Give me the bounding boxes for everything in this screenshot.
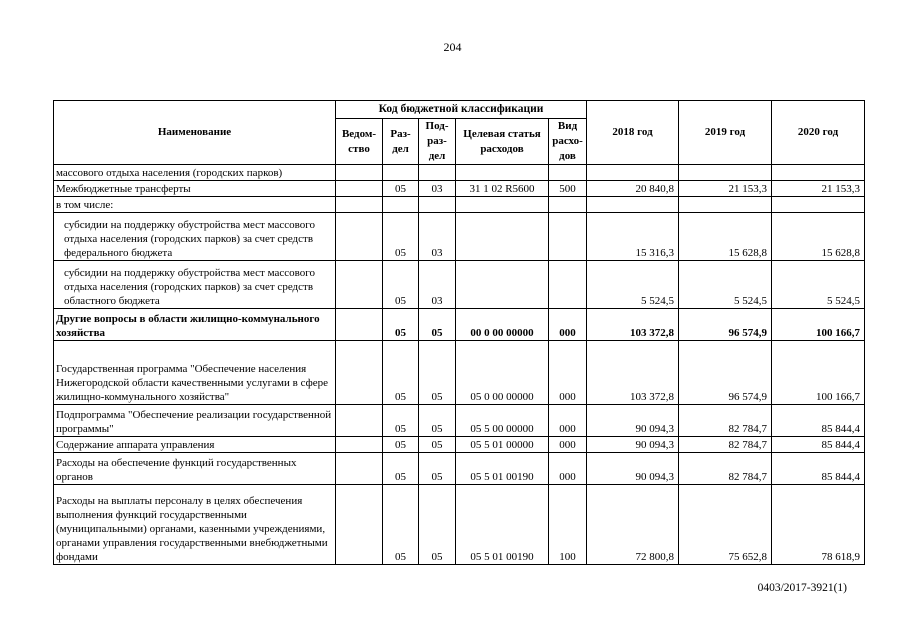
cell-y2019: 75 652,8 <box>679 485 772 565</box>
cell-ved <box>336 309 383 341</box>
col-header-2019: 2019 год <box>679 101 772 165</box>
col-header-2018: 2018 год <box>587 101 679 165</box>
cell-y2019 <box>679 197 772 213</box>
cell-ved <box>336 181 383 197</box>
table-row <box>54 197 865 213</box>
cell-y2019: 82 784,7 <box>679 405 772 437</box>
cell-y2019: 15 628,8 <box>679 213 772 261</box>
cell-ved <box>336 261 383 309</box>
cell-y2018: 90 094,3 <box>587 453 679 485</box>
cell-y2020: 15 628,8 <box>772 213 865 261</box>
cell-vid: 500 <box>549 181 587 197</box>
col-header-2020: 2020 год <box>772 101 865 165</box>
col-header-vid: Вид расхо-дов <box>549 119 587 165</box>
cell-name: Расходы на обеспечение функций государственных органов <box>54 453 336 485</box>
cell-raz: 05 <box>383 485 419 565</box>
cell-ved <box>336 405 383 437</box>
table-row <box>54 165 865 181</box>
cell-pod: 05 <box>419 437 456 453</box>
cell-vid: 000 <box>549 453 587 485</box>
cell-y2018: 90 094,3 <box>587 405 679 437</box>
cell-target: 31 1 02 R5600 <box>456 181 549 197</box>
cell-y2020: 100 166,7 <box>772 309 865 341</box>
cell-name: Подпрограмма "Обеспечение реализации государственной программы" <box>54 405 336 437</box>
cell-y2018: 72 800,8 <box>587 485 679 565</box>
cell-y2019: 21 153,3 <box>679 181 772 197</box>
cell-y2018 <box>587 197 679 213</box>
col-header-razdel: Раз-дел <box>383 119 419 165</box>
cell-ved <box>336 453 383 485</box>
cell-pod: 05 <box>419 405 456 437</box>
cell-name: Другие вопросы в области жилищно-коммунального хозяйства <box>54 309 336 341</box>
cell-ved <box>336 197 383 213</box>
cell-y2018: 103 372,8 <box>587 309 679 341</box>
cell-vid <box>549 197 587 213</box>
cell-name: в том числе: <box>54 197 336 213</box>
cell-vid <box>549 213 587 261</box>
cell-y2020: 100 166,7 <box>772 341 865 405</box>
cell-vid <box>549 165 587 181</box>
cell-y2020: 85 844,4 <box>772 405 865 437</box>
cell-name: Содержание аппарата управления <box>54 437 336 453</box>
page-number: 204 <box>443 40 462 54</box>
cell-pod: 05 <box>419 485 456 565</box>
cell-y2019: 82 784,7 <box>679 437 772 453</box>
col-header-vedomstvo: Ведом-ство <box>336 119 383 165</box>
cell-target: 05 5 01 00000 <box>456 437 549 453</box>
cell-y2020: 5 524,5 <box>772 261 865 309</box>
col-header-name: Наименование <box>54 101 336 165</box>
table-row <box>54 261 865 309</box>
col-header-podrazdel: Под-раз-дел <box>419 119 456 165</box>
cell-ved <box>336 341 383 405</box>
cell-y2019: 96 574,9 <box>679 341 772 405</box>
cell-target: 00 0 00 00000 <box>456 309 549 341</box>
cell-name: Государственная программа "Обеспечение населения Нижегородской области качественными услугами в сфере жилищно-коммунального хозяйства" <box>54 341 336 405</box>
cell-raz: 05 <box>383 405 419 437</box>
cell-target <box>456 165 549 181</box>
cell-y2019: 96 574,9 <box>679 309 772 341</box>
cell-vid: 000 <box>549 405 587 437</box>
cell-pod: 05 <box>419 453 456 485</box>
cell-target: 05 5 01 00190 <box>456 485 549 565</box>
table-row <box>54 181 865 197</box>
table-row <box>54 309 865 341</box>
table-row <box>54 437 865 453</box>
table-row <box>54 213 865 261</box>
cell-raz: 05 <box>383 309 419 341</box>
cell-y2020 <box>772 197 865 213</box>
cell-name: Расходы на выплаты персоналу в целях обеспечения выполнения функций государственными (муниципальными) органами, казенными учреждениями, органами управления государственными внебюджетными фондами <box>54 485 336 565</box>
cell-y2019 <box>679 165 772 181</box>
cell-vid: 100 <box>549 485 587 565</box>
table-row <box>54 341 865 405</box>
cell-y2020: 21 153,3 <box>772 181 865 197</box>
footer-document-code: 0403/2017-3921(1) <box>757 582 847 594</box>
cell-raz: 05 <box>383 213 419 261</box>
cell-y2018: 103 372,8 <box>587 341 679 405</box>
cell-target: 05 5 01 00190 <box>456 453 549 485</box>
cell-vid: 000 <box>549 341 587 405</box>
cell-raz: 05 <box>383 181 419 197</box>
cell-y2018 <box>587 165 679 181</box>
cell-target: 05 5 00 00000 <box>456 405 549 437</box>
cell-ved <box>336 213 383 261</box>
budget-table <box>53 100 865 565</box>
cell-y2018: 5 524,5 <box>587 261 679 309</box>
cell-y2018: 15 316,3 <box>587 213 679 261</box>
cell-pod: 03 <box>419 261 456 309</box>
cell-vid: 000 <box>549 309 587 341</box>
cell-name: массового отдыха населения (городских парков) <box>54 165 336 181</box>
cell-raz: 05 <box>383 453 419 485</box>
cell-target <box>456 213 549 261</box>
cell-vid <box>549 261 587 309</box>
cell-y2019: 5 524,5 <box>679 261 772 309</box>
cell-pod <box>419 165 456 181</box>
cell-raz: 05 <box>383 437 419 453</box>
cell-y2018: 20 840,8 <box>587 181 679 197</box>
cell-vid: 000 <box>549 437 587 453</box>
cell-raz <box>383 165 419 181</box>
table-row <box>54 485 865 565</box>
table-row <box>54 453 865 485</box>
cell-y2020: 85 844,4 <box>772 453 865 485</box>
cell-target <box>456 261 549 309</box>
cell-y2018: 90 094,3 <box>587 437 679 453</box>
cell-pod: 03 <box>419 181 456 197</box>
cell-y2020: 85 844,4 <box>772 437 865 453</box>
cell-target <box>456 197 549 213</box>
cell-target: 05 0 00 00000 <box>456 341 549 405</box>
cell-y2019: 82 784,7 <box>679 453 772 485</box>
cell-pod: 05 <box>419 341 456 405</box>
cell-raz <box>383 197 419 213</box>
cell-raz: 05 <box>383 341 419 405</box>
cell-name: субсидии на поддержку обустройства мест массового отдыха населения (городских парков) за счет средств областного бюджета <box>54 261 336 309</box>
cell-ved <box>336 485 383 565</box>
cell-pod: 03 <box>419 213 456 261</box>
col-header-code-group: Код бюджетной классификации <box>336 101 587 119</box>
table-row <box>54 405 865 437</box>
col-header-target: Целевая статья расходов <box>456 119 549 165</box>
cell-y2020: 78 618,9 <box>772 485 865 565</box>
cell-y2020 <box>772 165 865 181</box>
cell-ved <box>336 437 383 453</box>
cell-pod: 05 <box>419 309 456 341</box>
cell-raz: 05 <box>383 261 419 309</box>
cell-name: Межбюджетные трансферты <box>54 181 336 197</box>
cell-ved <box>336 165 383 181</box>
cell-name: субсидии на поддержку обустройства мест массового отдыха населения (городских парков) за счет средств федерального бюджета <box>54 213 336 261</box>
cell-pod <box>419 197 456 213</box>
